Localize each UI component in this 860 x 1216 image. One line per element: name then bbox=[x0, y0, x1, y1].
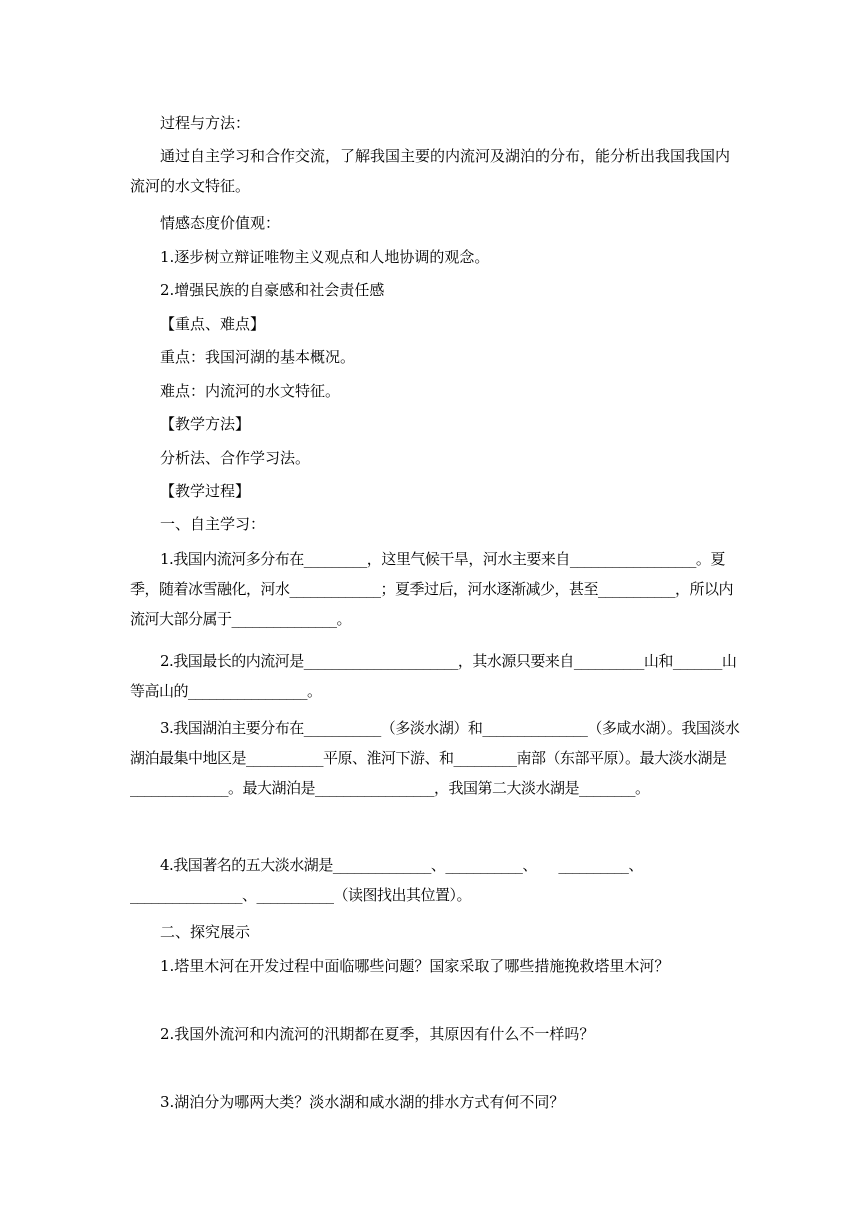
goal-item-2: 2.增强民族的自豪感和社会责任感 bbox=[160, 281, 385, 299]
methods-text: 分析法、合作学习法。 bbox=[160, 449, 311, 467]
question-4: 4.我国著名的五大淡水湖是______________、___________、 __________、________________、___________（读图找出其位置）。 bbox=[130, 856, 643, 904]
explore-question-2: 2.我国外流河和内流河的汛期都在夏季，其原因有什么不一样吗？ bbox=[160, 1025, 595, 1043]
section-title-key-points: 【重点、难点】 bbox=[160, 315, 266, 333]
subsection-explore: 二、探究展示 bbox=[160, 923, 251, 941]
heading-process-method: 过程与方法： bbox=[160, 114, 251, 132]
key-point: 重点：我国河湖的基本概况。 bbox=[160, 348, 356, 366]
section-title-methods: 【教学方法】 bbox=[160, 415, 251, 433]
section-title-process: 【教学过程】 bbox=[160, 482, 251, 500]
explore-question-3: 3.湖泊分为哪两大类？淡水湖和咸水湖的排水方式有何不同？ bbox=[160, 1093, 565, 1111]
question-3: 3.我国湖泊主要分布在___________（多淡水湖）和_______________（多咸水湖）。我国淡水湖泊最集中地区是___________平原、淮河下游、和_________南部（东部平原）。最大淡水湖是______________。最大湖泊是_________________，我国第二大淡水湖是________。 bbox=[130, 719, 740, 797]
subsection-self-study: 一、自主学习： bbox=[160, 515, 266, 533]
question-1: 1.我国内流河多分布在_________，这里气候干旱，河水主要来自__________________。夏季，随着冰雪融化，河水_____________；夏季过后，河水逐渐减少，甚至___________，所以内流河大部分属于_______________。 bbox=[130, 550, 734, 628]
heading-emotion-values: 情感态度价值观： bbox=[160, 214, 281, 232]
explore-question-1: 1.塔里木河在开发过程中面临哪些问题？国家采取了哪些措施挽救塔里木河？ bbox=[160, 957, 670, 975]
question-2: 2.我国最长的内流河是______________________，其水源只要来自__________山和_______山等高山的_________________。 bbox=[130, 652, 737, 700]
difficult-point: 难点：内流河的水文特征。 bbox=[160, 382, 341, 400]
paragraph-process-method: 通过自主学习和合作交流，了解我国主要的内流河及湖泊的分布，能分析出我国我国内流河的水文特征。 bbox=[130, 147, 731, 195]
goal-item-1: 1.逐步树立辩证唯物主义观点和人地协调的观念。 bbox=[160, 248, 490, 266]
